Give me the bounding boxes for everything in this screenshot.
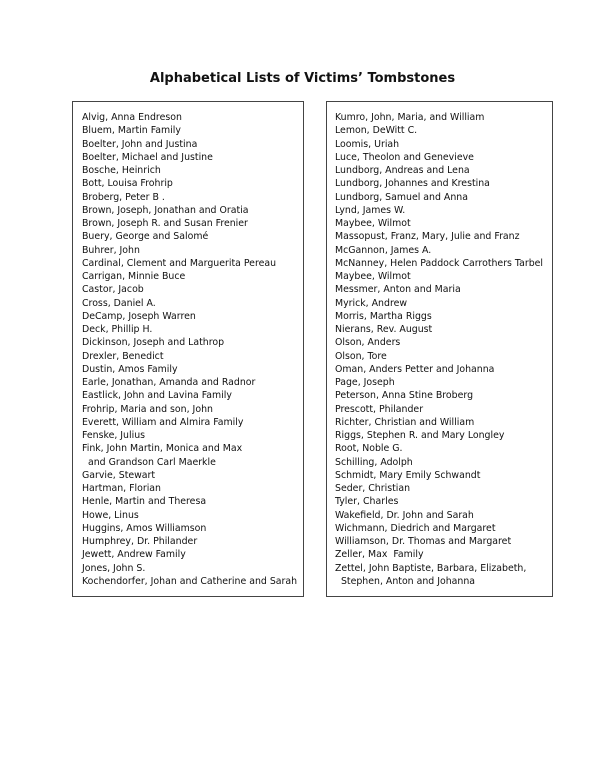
list-item: Carrigan, Minnie Buce (82, 271, 186, 282)
list-item: Prescott, Philander (335, 403, 424, 415)
list-item: Maybee, Wilmot (335, 218, 411, 229)
list-item: Jewett, Andrew Family (82, 549, 186, 561)
list-item: Myrick, Andrew (335, 297, 408, 309)
list-item: Wakefield, Dr. John and Sarah (335, 509, 474, 521)
list-item: Seder, Christian (335, 483, 411, 494)
list-item: Henle, Martin and Theresa (82, 496, 207, 508)
list-item: Lundborg, Johannes and Krestina (335, 178, 490, 190)
list-item: Kochendorfer, Johan and Catherine and Sarah (82, 575, 298, 587)
page-title: Alphabetical Lists of Victims’ Tombstones (149, 71, 456, 86)
list-item: Oman, Anders Petter and Johanna (335, 363, 495, 375)
list-item: Wichmann, Diedrich and Margaret (335, 522, 496, 534)
list-item: Cross, Daniel A. (82, 297, 156, 309)
list-item: Peterson, Anna Stine Broberg (335, 390, 474, 402)
list-item: Earle, Jonathan, Amanda and Radnor (82, 377, 256, 388)
list-item: Alvig, Anna Endreson (82, 112, 182, 123)
list-item: Eastlick, John and Lavina Family (82, 390, 232, 402)
list-item: Bluem, Martin Family (82, 125, 181, 137)
list-item: Castor, Jacob (82, 284, 144, 296)
list-item: Frohrip, Maria and son, John (82, 403, 213, 415)
list-item: Howe, Linus (82, 509, 139, 521)
list-item: Broberg, Peter B . (82, 191, 165, 203)
list-item: Jones, John S. (82, 562, 146, 574)
list-item: Garvie, Stewart (82, 469, 156, 481)
list-item: Humphrey, Dr. Philander (82, 536, 198, 547)
list-item: Dickinson, Joseph and Lathrop (82, 337, 225, 349)
list-item: Olson, Anders (335, 337, 401, 349)
list-item: Everett, William and Almira Family (82, 416, 244, 428)
list-item: Lundborg, Andreas and Lena (335, 165, 470, 176)
list-item: Tyler, Charles (335, 496, 399, 508)
list-item: Drexler, Benedict (82, 350, 164, 362)
list-item: Lemon, DeWitt C. (335, 125, 418, 137)
list-item: and Grandson Carl Maerkle (82, 456, 216, 468)
list-item: Richter, Christian and William (335, 416, 475, 428)
list-item: Olson, Tore (335, 350, 387, 362)
list-item: Buhrer, John (82, 244, 140, 256)
list-item: Fink, John Martin, Monica and Max (82, 443, 243, 455)
list-item: McNanney, Helen Paddock Carrothers Tarbel (335, 257, 544, 269)
list-item: Messmer, Anton and Maria (335, 284, 461, 296)
list-item: Deck, Phillip H. (82, 324, 153, 335)
list-item: Fenske, Julius (82, 430, 146, 441)
list-item: Luce, Theolon and Genevieve (335, 151, 474, 163)
list-item: Boelter, John and Justina (82, 138, 198, 150)
list-item: Brown, Joseph, Jonathan and Oratia (82, 204, 249, 216)
list-item: Zeller, Max Family (335, 549, 424, 561)
list-item: DeCamp, Joseph Warren (82, 310, 196, 322)
list-item: Buery, George and Salomé (82, 231, 209, 243)
list-item: Huggins, Amos Williamson (82, 522, 207, 534)
list-item: Hartman, Florian (82, 483, 161, 494)
list-item: Morris, Martha Riggs (335, 310, 432, 322)
list-item: Loomis, Uriah (335, 138, 400, 150)
list-item: Bosche, Heinrich (82, 165, 161, 176)
list-item: Massopust, Franz, Mary, Julie and Franz (335, 231, 520, 243)
right-name-list (326, 101, 553, 597)
list-item: Schilling, Adolph (335, 456, 413, 468)
list-item: Root, Noble G. (335, 443, 403, 455)
list-item: Dustin, Amos Family (82, 363, 178, 375)
list-item: Schmidt, Mary Emily Schwandt (335, 469, 481, 481)
list-item: Riggs, Stephen R. and Mary Longley (335, 430, 505, 441)
list-item: Lundborg, Samuel and Anna (335, 191, 468, 203)
list-item: Lynd, James W. (335, 204, 406, 216)
list-item: Kumro, John, Maria, and William (335, 112, 485, 123)
list-item: Zettel, John Baptiste, Barbara, Elizabeth, (335, 562, 527, 574)
list-item: Stephen, Anton and Johanna (335, 575, 476, 587)
list-item: Williamson, Dr. Thomas and Margaret (335, 536, 512, 547)
list-item: McGannon, James A. (335, 244, 432, 256)
list-item: Page, Joseph (335, 377, 395, 388)
list-item: Bott, Louisa Frohrip (82, 178, 173, 190)
list-item: Maybee, Wilmot (335, 271, 411, 282)
list-item: Boelter, Michael and Justine (82, 151, 213, 163)
list-item: Nierans, Rev. August (335, 324, 433, 335)
left-name-list (72, 101, 304, 597)
list-item: Cardinal, Clement and Marguerita Pereau (82, 257, 277, 269)
list-item: Brown, Joseph R. and Susan Frenier (82, 218, 248, 229)
